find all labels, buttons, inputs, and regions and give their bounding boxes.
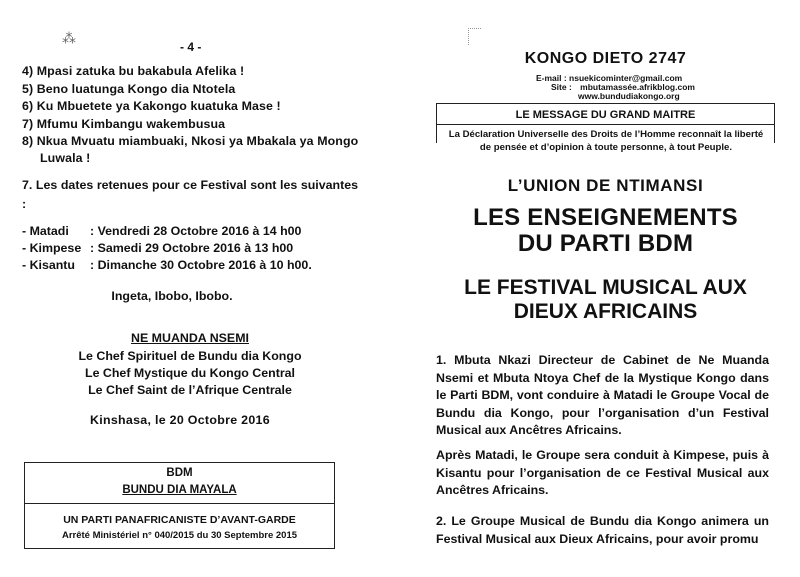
contact-site-label: Site : [551,82,572,92]
signature-title: Le Chef Spirituel de Bundu dia Kongo [78,349,302,363]
schedule-city: - Matadi [22,224,69,238]
header-title: KONGO DIETO 2747 [524,50,687,67]
section-7-text: 7. Les dates retenues pour ce Festival sont les suivantes : [22,178,358,211]
scan-mark: ⁂ [62,30,76,46]
paragraph-2: Après Matadi, le Groupe sera conduit à Kimpese, puis à Kisantu pour l’organisation de ce Festival Musical aux Ancêtres Africains. [436,448,769,498]
box-line-bdm: BDM [166,467,193,479]
big-title-line-1: LES ENSEIGNEMENTS [473,204,738,231]
list-item: 7) Mfumu Kimbangu wakembusua [22,117,226,131]
declaration-text: La Déclaration Universelle des Droits de l’Homme reconnaît la liberté de pensée et d’opinion à toute personne, à tout Peuple. [448,129,764,153]
schedule-date: : Vendredi 28 Octobre 2016 à 14 h00 [90,224,302,238]
list-item: 5) Beno luatunga Kongo dia Ntotela [22,82,236,96]
box-line-panafrican: UN PARTI PANAFRICANISTE D’AVANT-GARDE [63,514,296,526]
schedule-row [22,224,301,238]
schedule-date: : Dimanche 30 Octobre 2016 à 10 h00. [90,258,312,272]
big-title-line-2: DU PARTI BDM [517,230,694,257]
scan-mark [468,28,481,45]
schedule-row [22,241,293,255]
list-item: 4) Mpasi zatuka bu bakabula Afelika ! [22,64,245,78]
union-title: L’UNION DE NTIMANSI [507,176,704,195]
schedule-date: : Samedi 29 Octobre 2016 à 13 h00 [90,241,294,255]
box-line-decree: Arrêté Ministériel n° 040/2015 du 30 Septembre 2015 [61,530,298,541]
festival-title-line-2: DIEUX AFRICAINS [513,300,698,323]
festival-title-line-1: LE FESTIVAL MUSICAL AUX [464,276,747,299]
list-item: 6) Ku Mbuetete ya Kakongo kuatuka Mase ! [22,99,281,113]
list-item: Luwala ! [40,151,91,165]
box-line-party: BUNDU DIA MAYALA [122,484,237,496]
place-date: Kinshasa, le 20 Octobre 2016 [90,413,270,427]
ingeta-line: Ingeta, Ibobo, Ibobo. [111,289,233,303]
paragraph-3: 2. Le Groupe Musical de Bundu dia Kongo animera un Festival Musical aux Dieux Africains, pour avoir promu [436,514,769,546]
message-box-divider [436,124,775,125]
contact-email: E-mail : nsuekicominter@gmail.com [536,73,683,83]
schedule-city: - Kisantu [22,258,76,272]
schedule-row [22,258,312,272]
signature-title: Le Chef Mystique du Kongo Central [85,366,295,380]
message-title: LE MESSAGE DU GRAND MAITRE [515,109,696,121]
signature-title: Le Chef Saint de l’Afrique Centrale [88,383,292,397]
page-number: - 4 - [180,40,202,54]
signature-name: NE MUANDA NSEMI [131,331,249,345]
paragraph-1: 1. Mbuta Nkazi Directeur de Cabinet de Ne Muanda Nsemi et Mbuta Ntoya Chef de la Mystique Kongo dans le Parti BDM, vont conduire à Matadi le Groupe Vocal de Bundu dia Kongo, pour l’organisation d’un Festival Musical aux Ancêtres Africains. [436,353,769,438]
schedule-city: - Kimpese [22,241,82,255]
list-item: 8) Nkua Mvuatu miambuaki, Nkosi ya Mbakala ya Mongo [22,134,359,148]
contact-site-value: mbutamassée.afrikblog.com [580,82,695,92]
contact-site-2: www.bundudiakongo.org [578,91,680,101]
